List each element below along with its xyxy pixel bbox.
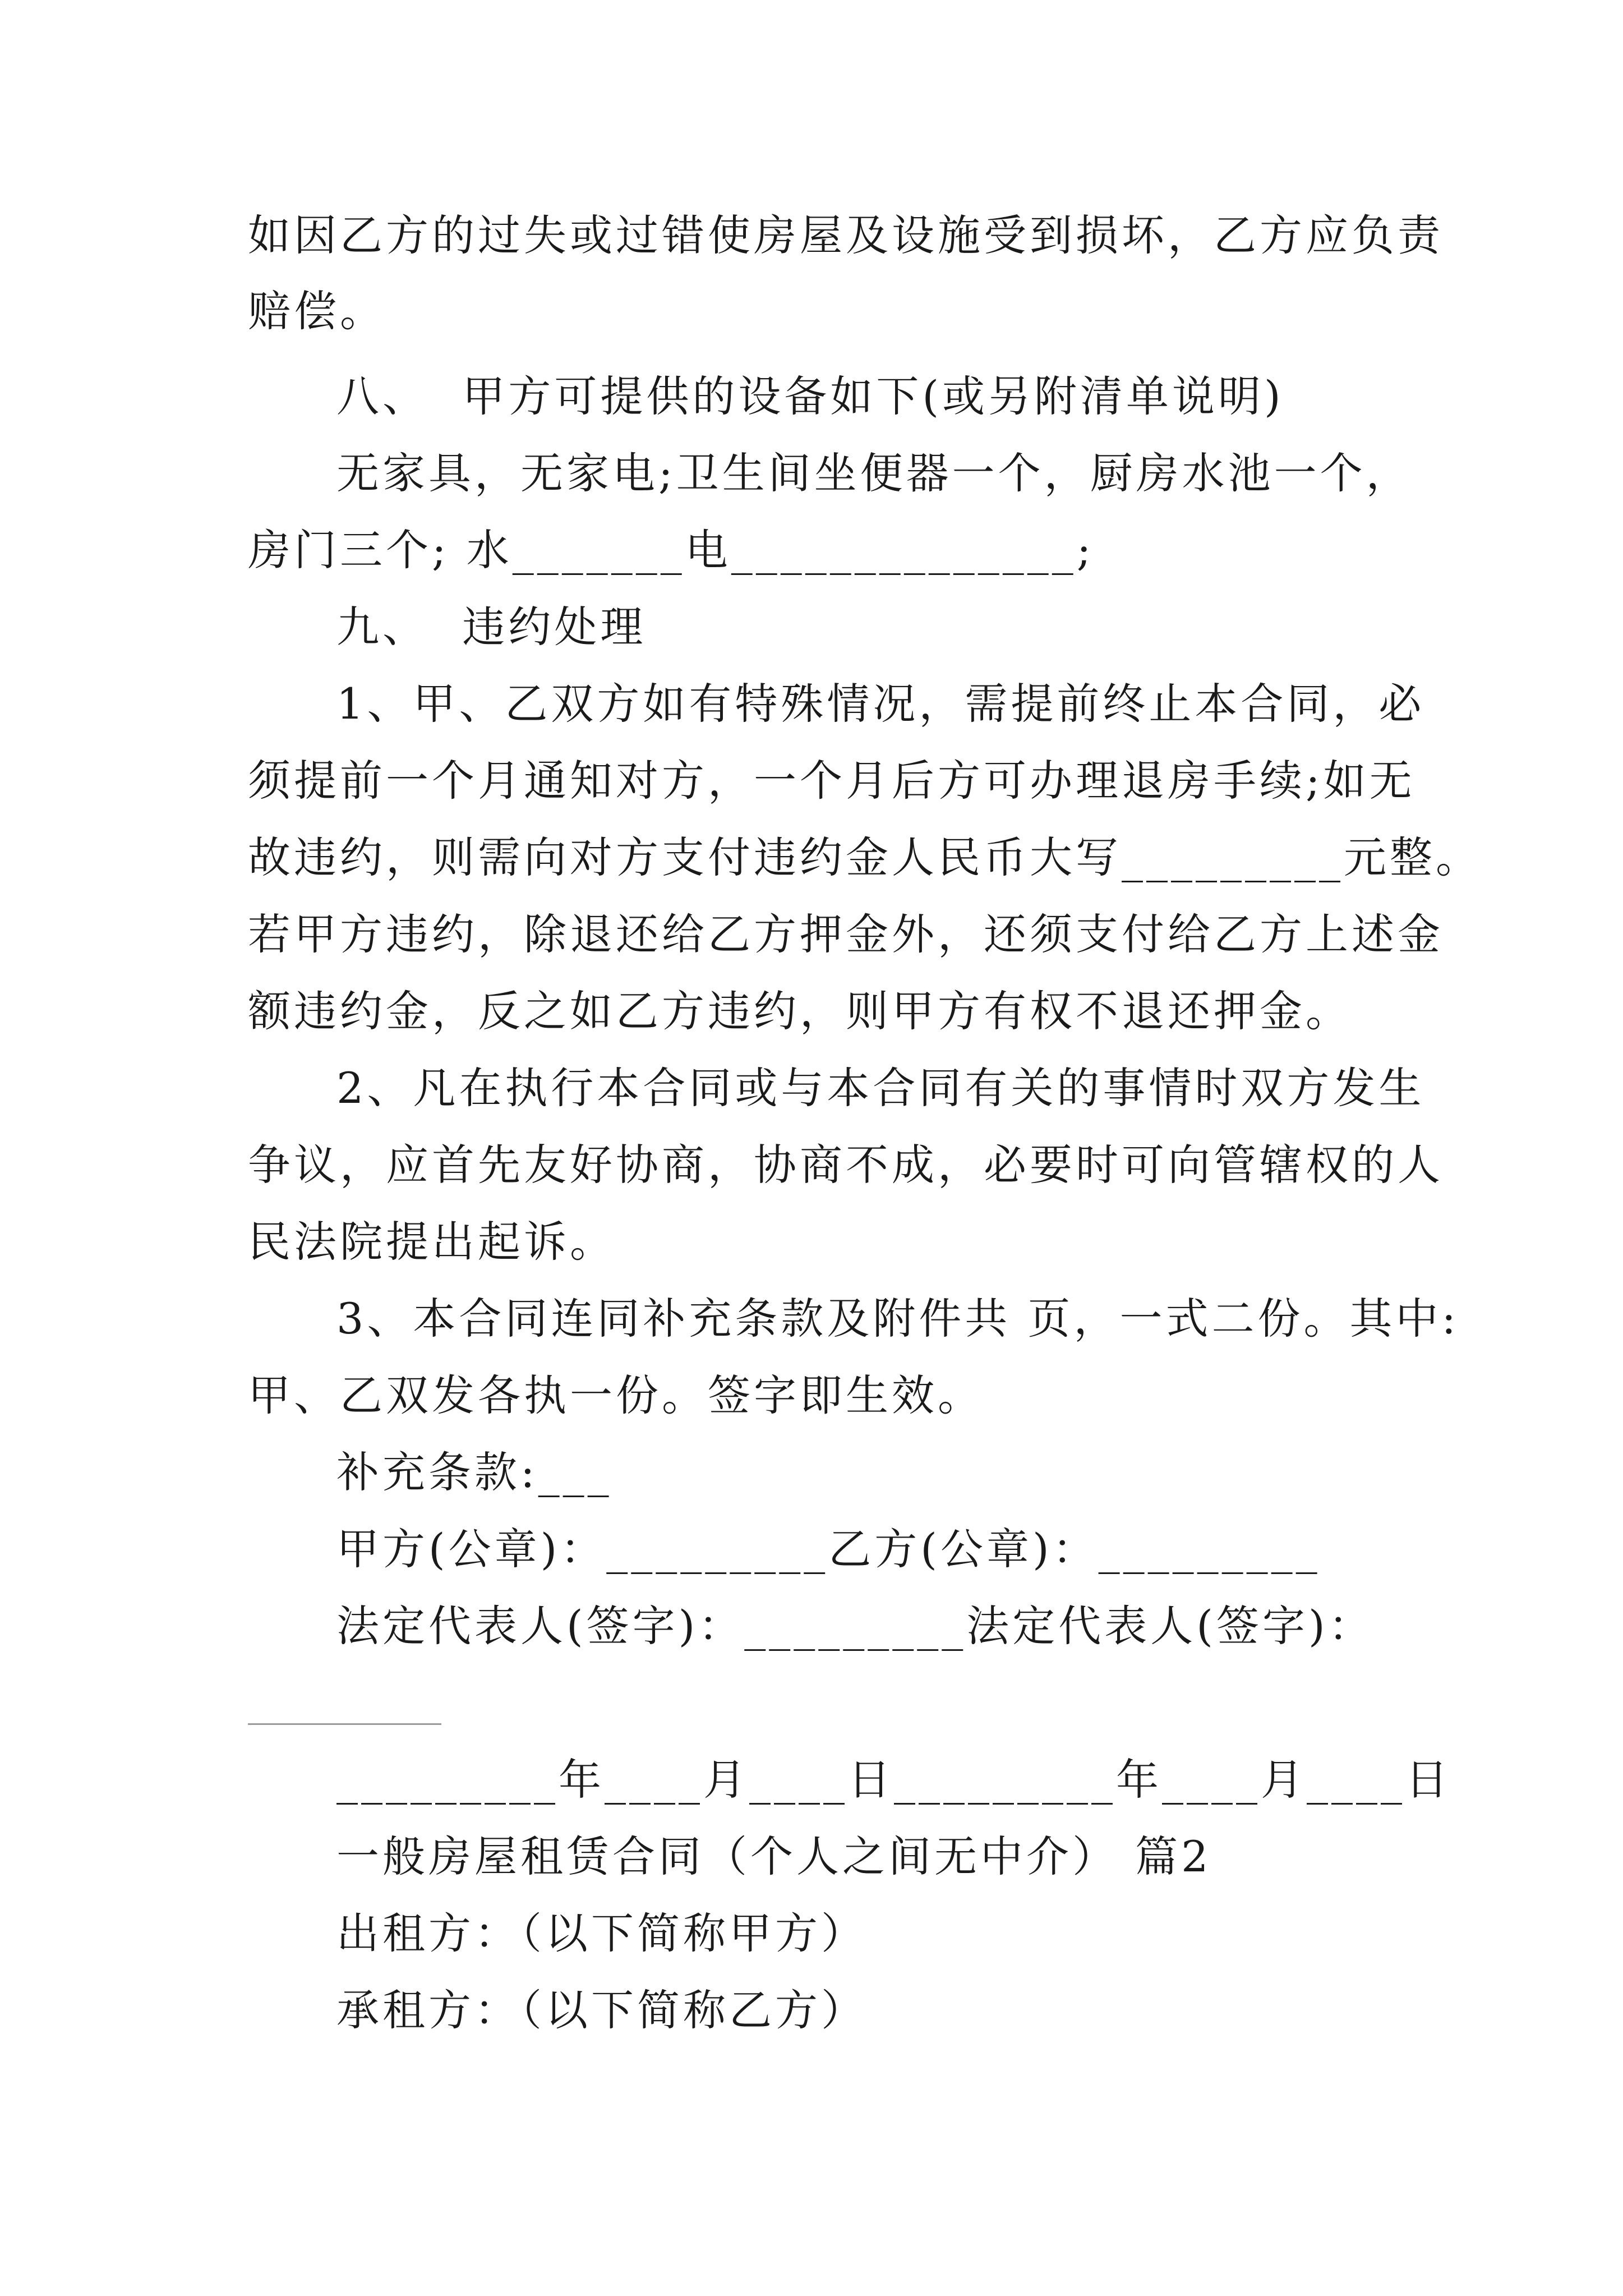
lessee-line: 承租方：（以下简称乙方） xyxy=(336,1985,867,2035)
legal-representative-line: 法定代表人(签字)：_________法定代表人(签字)： xyxy=(336,1601,1375,1651)
text-line: 赔偿。 xyxy=(248,286,386,336)
text-line: 房门三个; 水_______电______________; xyxy=(248,525,1095,575)
text-line: 甲、乙双发各执一份。签字即生效。 xyxy=(248,1370,984,1420)
contract-title: 一般房屋租赁合同（个人之间无中介） 篇2 xyxy=(336,1832,1212,1881)
supplementary-terms: 补充条款:___ xyxy=(336,1447,612,1497)
section-heading-9: 九、 违约处理 xyxy=(336,602,647,652)
text-line: 若甲方违约，除退还给乙方押金外，还须支付给乙方上述金 xyxy=(248,909,1444,959)
text-line: 无家具，无家电;卫生间坐便器一个，厨房水池一个， xyxy=(336,448,1412,498)
party-seal-line: 甲方(公章)：_________乙方(公章)：_________ xyxy=(336,1524,1321,1574)
text-line: 额违约金，反之如乙方违约，则甲方有权不退还押金。 xyxy=(248,986,1352,1036)
section-heading-8: 八、 甲方可提供的设备如下(或另附清单说明) xyxy=(336,371,1284,421)
text-line: 1、甲、乙双方如有特殊情况，需提前终止本合同，必 xyxy=(336,679,1425,729)
text-line: 民法院提出起诉。 xyxy=(248,1217,616,1267)
date-line: _________年____月____日_________年____月____日 xyxy=(336,1755,1451,1805)
text-line: 3、本合同连同补充条款及附件共 页，一式二份。其中: xyxy=(336,1294,1460,1343)
signature-underline xyxy=(248,1723,441,1725)
text-line: 如因乙方的过失或过错使房屋及设施受到损坏，乙方应负责 xyxy=(248,210,1444,260)
text-line: 故违约，则需向对方支付违约金人民币大写_________元整。 xyxy=(248,832,1482,882)
lessor-line: 出租方：（以下简称甲方） xyxy=(336,1908,867,1958)
text-line: 争议，应首先友好协商，协商不成，必要时可向管辖权的人 xyxy=(248,1140,1444,1190)
text-line: 须提前一个月通知对方，一个月后方可办理退房手续;如无 xyxy=(248,756,1415,806)
text-line: 2、凡在执行本合同或与本合同有关的事情时双方发生 xyxy=(336,1063,1425,1113)
